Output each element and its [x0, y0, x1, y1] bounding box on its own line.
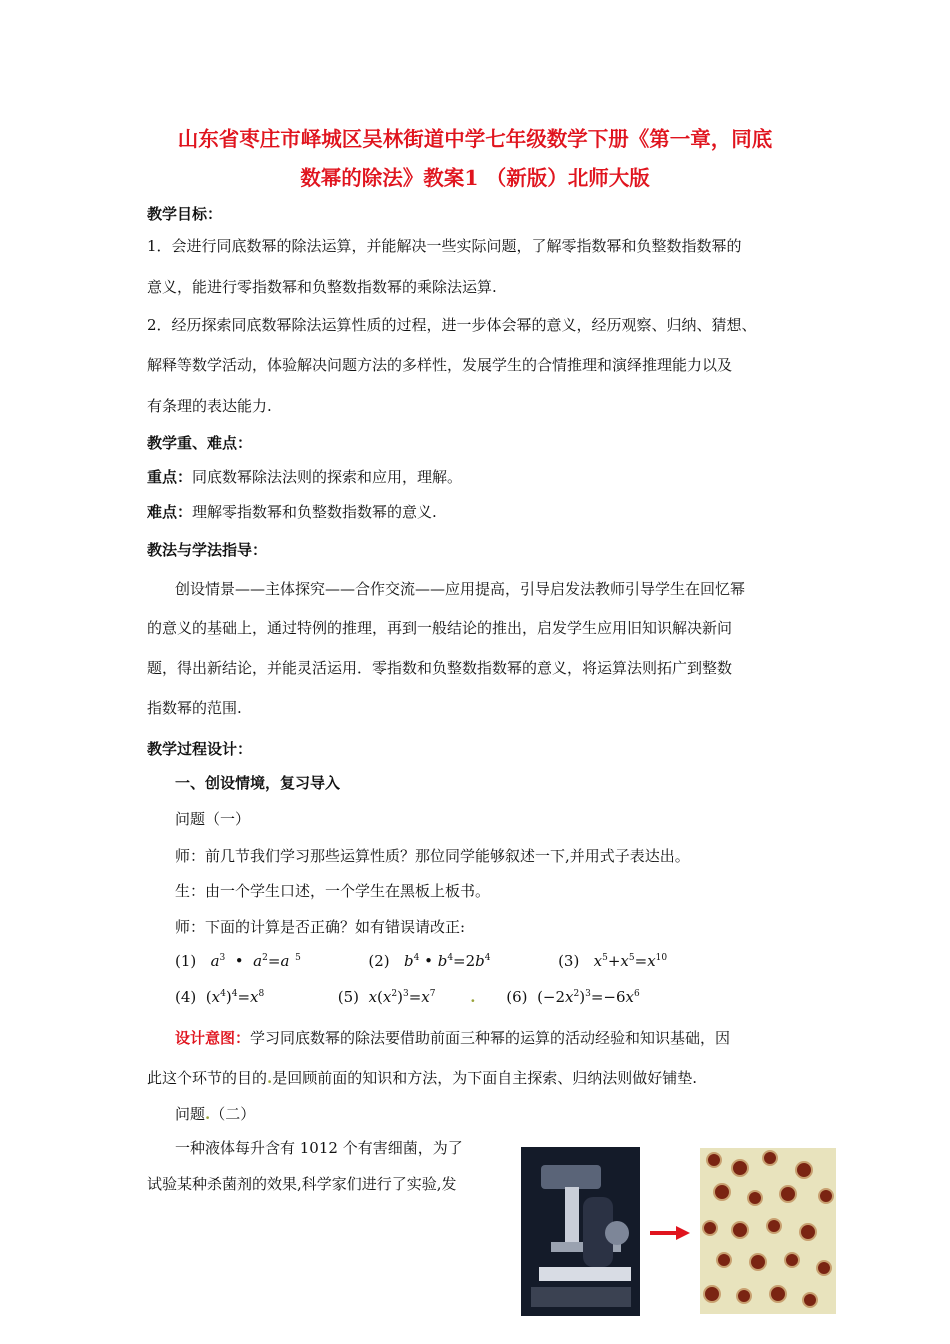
bacteria-image — [700, 1148, 836, 1314]
formula-3-label: (3) — [558, 952, 580, 970]
section-1-heading: 一、创设情境，复习导入 — [175, 774, 341, 792]
objectives-heading: 教学目标： — [147, 205, 223, 223]
formula-6-label: (6) — [506, 988, 528, 1006]
methods-line-1: 创设情景——主体探究——合作交流——应用提高，引导启发法教师引导学生在回忆幂 — [175, 580, 746, 598]
keypoints-heading: 教学重、难点： — [147, 434, 253, 452]
design-intent-line-a — [175, 1027, 730, 1048]
formula-row-2: (4) $(x^4)^4=x^8$ (5) $x(x^2)^3=x^7$ . (6) $(-2x^2)^3=-6x^6$ — [175, 988, 640, 1006]
design-intent-text-a: 学习同底数幂的除法要借助前面三种幂的运算的活动经验和知识基础，因 — [250, 1029, 731, 1047]
key-label: 重点： — [147, 468, 193, 486]
design-intent-label: 设计意图： — [175, 1029, 251, 1047]
objective-2-line-a: 2．经历探索同底数幂除法运算性质的过程，进一步体会幂的意义，经历观察、归纳、猜想、 — [147, 316, 757, 334]
formula-row-1: (1) $a^3$ • $a^2=a$ $^5$ (2) $b^4$ • $b^4=2b^4$ (3) $x^5+x^5=x^{10}$ — [175, 952, 668, 970]
question-1-label: 问题（一） — [175, 810, 251, 828]
doc-title-line-2: 数幂的除法》教案1 （新版）北师大版 — [300, 166, 650, 190]
methods-line-2: 的意义的基础上，通过特例的推理，再到一般结论的推出，启发学生应用旧知识解决新问 — [147, 619, 733, 637]
teacher-line-1: 师：前几节我们学习那些运算性质？那位同学能够叙述一下,并用式子表达出。 — [175, 847, 690, 865]
objective-1-line-a: 1．会进行同底数幂的除法运算，并能解决一些实际问题，了解零指数幂和负整数指数幂的 — [147, 237, 742, 255]
formula-4-label: (4) — [175, 988, 197, 1006]
teacher-line-2: 师：下面的计算是否正确？如有错误请改正: — [175, 918, 466, 936]
bacteria-line-1: 一种液体每升含有 1012 个有害细菌，为了 — [175, 1139, 463, 1157]
doc-title-line-1: 山东省枣庄市峄城区吴林街道中学七年级数学下册《第一章，同底 — [177, 127, 773, 151]
design-intent-line-b: 此这个环节的目的.是回顾前面的知识和方法，为下面自主探索、归纳法则做好铺垫. — [147, 1069, 698, 1087]
formula-2-label: (2) — [368, 952, 390, 970]
objective-1-line-b: 意义，能进行零指数幂和负整数指数幂的乘除法运算. — [147, 278, 497, 296]
key-point — [147, 466, 462, 487]
objective-2-line-c: 有条理的表达能力. — [147, 397, 272, 415]
bacteria-line-2: 试验某种杀菌剂的效果,科学家们进行了实验,发 — [147, 1175, 457, 1193]
process-heading: 教学过程设计： — [147, 740, 253, 758]
objective-2-line-b: 解释等数学活动，体验解决问题方法的多样性，发展学生的合情推理和演绎推理能力以及 — [147, 356, 733, 374]
methods-line-3: 题，得出新结论，并能灵活运用．零指数和负整数指数幂的意义，将运算法则拓广到整数 — [147, 659, 733, 677]
student-line-1: 生：由一个学生口述，一个学生在黑板上板书。 — [175, 882, 491, 900]
difficult-text: 理解零指数幂和负整数指数幂的意义. — [192, 503, 437, 521]
formula-5-label: (5) — [337, 988, 360, 1006]
key-text: 同底数幂除法法则的探索和应用，理解。 — [192, 468, 463, 486]
difficult-point — [147, 501, 437, 522]
methods-heading: 教法与学法指导： — [147, 541, 268, 559]
microscope-image — [521, 1147, 640, 1316]
formula-1-label: (1) — [175, 952, 197, 970]
arrow-right-icon — [650, 1226, 690, 1240]
question-2-label: 问题.（二） — [175, 1105, 256, 1123]
methods-line-4: 指数幂的范围. — [147, 699, 242, 717]
difficult-label: 难点： — [147, 503, 193, 521]
